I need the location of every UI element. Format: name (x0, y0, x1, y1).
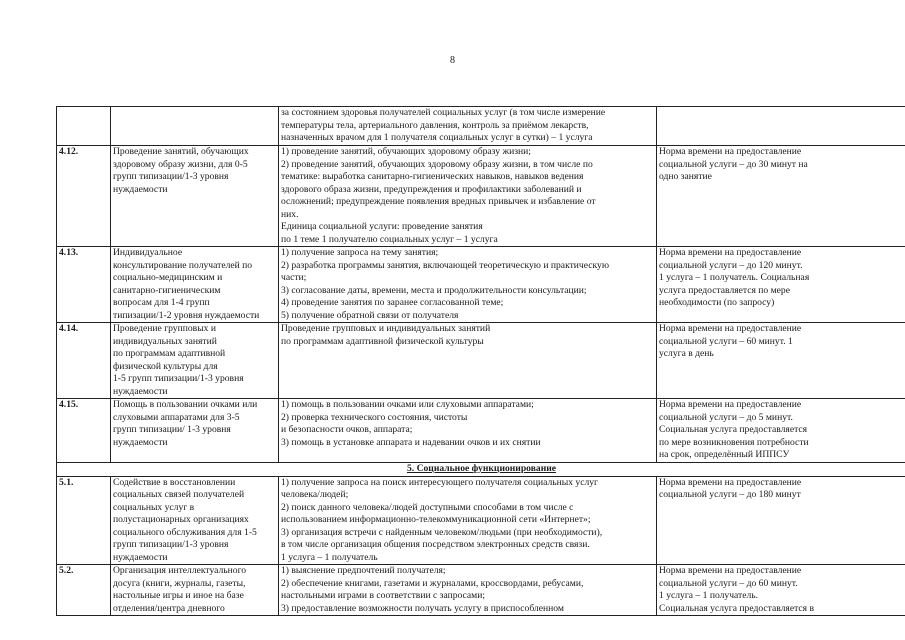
service-name-cell (111, 399, 279, 463)
time-norm-line: необходимости (по запросу) (659, 297, 775, 308)
service-name-line: здоровому образу жизни, для 0-5 (113, 158, 248, 170)
table-row (57, 247, 905, 323)
services-table (56, 106, 905, 616)
time-norm-line: социальной услуги – до 5 минут. (659, 411, 793, 423)
service-name-line: социально-медицинским и (113, 272, 223, 283)
time-norm-line: Норма времени на предоставление (659, 565, 802, 576)
service-description-cell (279, 247, 657, 323)
description-line: 5) получение обратной связи от получателя (281, 309, 459, 321)
description-line: 3) предоставление возможности получать услугу в приспособленном (281, 602, 564, 614)
description-line: части; (281, 272, 307, 283)
description-line: температуры тела, артериального давления, контроль за приёмом лекарств, (281, 119, 589, 131)
description-line: по программам адаптивной физической культуры (281, 335, 484, 347)
service-name-line: полустационарных организациях (113, 514, 249, 525)
time-norm-line: 1 услуга – 1 получатель. (659, 590, 759, 601)
service-name-line: типизации/1-2 уровня нуждаемости (113, 309, 260, 321)
description-line: 3) помощь в установке аппарата и надевании очков и их снятии (281, 436, 541, 448)
service-number: 4.13. (57, 247, 111, 323)
time-norm-line: социальной услуги – до 120 минут. (659, 259, 803, 271)
description-line: 2) поиск данного человека/людей доступными способами в том числе с (281, 501, 574, 513)
service-name-line: групп типизации/1-3 уровня (113, 539, 229, 550)
time-norm-line: Норма времени на предоставление (659, 146, 802, 157)
time-norm-line: социальной услуги – до 180 минут (659, 489, 801, 500)
service-name-line: досуга (книги, журналы, газеты, (113, 577, 246, 589)
service-number: 5.2. (57, 565, 111, 616)
description-line: 4) проведение занятия по заранее согласованной теме; (281, 297, 504, 308)
description-line: человека/людей; (281, 489, 349, 500)
service-name-line: санитарно-гигиеническим (113, 284, 221, 296)
service-name-line: Индивидуальное (113, 247, 183, 258)
description-line: и безопасности очков, аппарата; (281, 424, 413, 435)
description-line: 2) разработка программы занятия, включающей теоретическую и практическую (281, 259, 609, 271)
description-line: них. (281, 208, 299, 220)
service-name-line: настольные игры и иное на базе (113, 590, 244, 601)
table-row (57, 146, 905, 247)
time-norm-line: по мере возникновения потребности (659, 436, 809, 448)
service-name-line: Проведение групповых и (113, 323, 216, 334)
time-norm-cell (657, 247, 905, 323)
description-line: здорового образа жизни, предупреждения и профилактики заболеваний и (281, 183, 582, 195)
service-name-cell (111, 476, 279, 565)
description-line: 1) получение запроса на поиск интересующего получателя социальных услуг (281, 476, 598, 488)
table-row (57, 476, 905, 565)
service-name-line: отделения/центра дневного (113, 602, 225, 614)
time-norm-line: социальной услуги – 60 минут. 1 (659, 335, 793, 347)
description-line: 2) проведение занятий, обучающих здоровому образу жизни, в том числе по (281, 158, 593, 170)
service-name-cell (111, 107, 279, 146)
service-description-cell (279, 323, 657, 399)
service-name-line: групп типизации/1-3 уровня (113, 171, 229, 182)
time-norm-cell (657, 476, 905, 565)
description-line: 1) помощь в пользовании очками или слуховыми аппаратами; (281, 399, 534, 410)
description-line: настольными играми в соответствии с запросами; (281, 590, 486, 601)
table-row (57, 565, 905, 616)
service-number: 4.14. (57, 323, 111, 399)
description-line: тематике: выработка санитарно-гигиенических навыков, навыков ведения (281, 171, 584, 182)
time-norm-line: услуга предоставляется по мере (659, 284, 790, 296)
time-norm-line: социальной услуги – до 60 минут. (659, 577, 798, 589)
page-number: 8 (450, 55, 455, 66)
service-name-line: слуховыми аппаратами для 3-5 (113, 411, 240, 423)
description-line: 2) проверка технического состояния, чистоты (281, 411, 468, 423)
service-description-cell (279, 399, 657, 463)
table-row (57, 399, 905, 463)
section-row (57, 463, 905, 477)
description-line: 1 услуга – 1 получатель (281, 551, 378, 563)
time-norm-cell (657, 399, 905, 463)
time-norm-line: Норма времени на предоставление (659, 247, 802, 258)
description-line: использованием информационно-телекоммуникационной сети «Интернет»; (281, 514, 591, 525)
description-line: Проведение групповых и индивидуальных занятий (281, 323, 491, 334)
description-line: за состоянием здоровья получателей социальных услуг (в том числе измерение (281, 107, 606, 118)
service-name-line: консультирование получателей по (113, 259, 253, 271)
section-heading: 5. Социальное функционирование (57, 463, 905, 477)
service-number: 5.1. (57, 476, 111, 565)
service-name-line: по программам адаптивной (113, 348, 226, 359)
description-line: в том числе организация общения посредством электронных средств связи. (281, 539, 590, 550)
service-name-line: нуждаемости (113, 385, 168, 397)
number-cell (57, 107, 111, 146)
table-row (57, 107, 905, 146)
service-name-line: Проведение занятий, обучающих (113, 146, 249, 157)
service-number: 4.12. (57, 146, 111, 247)
table-row (57, 323, 905, 399)
description-line: Единица социальной услуги: проведение занятия (281, 221, 483, 232)
description-line: назначенных врачом для 1 получателя социальных услуг в сутки) – 1 услуга (281, 132, 593, 143)
time-norm-line: на срок, определённый ИППСУ (659, 449, 790, 460)
description-line: 1) получение запроса на тему занятия; (281, 247, 439, 258)
service-name-line: групп типизации/ 1-3 уровня (113, 424, 231, 435)
service-name-line: социального обслуживания для 1-5 (113, 526, 257, 538)
description-line: осложнений; предупреждение появления вредных привычек и избавление от (281, 196, 596, 207)
time-norm-cell (657, 107, 905, 146)
service-name-cell (111, 323, 279, 399)
service-name-line: Содействие в восстановлении (113, 476, 236, 488)
service-name-cell (111, 146, 279, 247)
description-line: 3) согласование даты, времени, места и продолжительности консультации; (281, 284, 587, 296)
service-name-line: социальных услуг в (113, 501, 195, 513)
description-line: 1) выяснение предпочтений получателя; (281, 565, 446, 576)
time-norm-line: услуга в день (659, 348, 714, 359)
description-line: 1) проведение занятий, обучающих здоровому образу жизни; (281, 146, 531, 157)
description-line: по 1 теме 1 получателю социальных услуг – 1 услуга (281, 233, 498, 245)
service-name-line: 1-5 групп типизации/1-3 уровня (113, 373, 244, 384)
description-line: 2) обеспечение книгами, газетами и журналами, кроссвордами, ребусами, (281, 577, 584, 589)
service-name-line: Помощь в пользовании очками или (113, 399, 258, 410)
service-name-line: Организация интеллектуального (113, 565, 247, 576)
service-name-line: нуждаемости (113, 551, 168, 563)
service-name-line: вопросам для 1-4 групп (113, 297, 210, 308)
time-norm-line: Норма времени на предоставление (659, 399, 802, 410)
service-name-line: нуждаемости (113, 183, 168, 195)
service-description-cell (279, 476, 657, 565)
service-name-line: нуждаемости (113, 436, 168, 448)
service-description-cell (279, 565, 657, 616)
time-norm-cell (657, 565, 905, 616)
service-description-cell (279, 107, 657, 146)
service-description-cell (279, 146, 657, 247)
time-norm-line: Социальная услуга предоставляется в (659, 602, 814, 614)
service-name-cell (111, 565, 279, 616)
service-name-line: физической культуры для (113, 360, 218, 372)
time-norm-cell (657, 323, 905, 399)
description-line: 3) организация встречи с найденным человеком/людьми (при необходимости), (281, 526, 603, 538)
time-norm-line: одно занятие (659, 171, 712, 182)
service-name-cell (111, 247, 279, 323)
service-name-line: социальных связей получателей (113, 489, 245, 500)
time-norm-line: Норма времени на предоставление (659, 476, 802, 488)
time-norm-line: 1 услуга – 1 получатель. Социальная (659, 272, 810, 283)
service-name-line: индивидуальных занятий (113, 335, 217, 347)
time-norm-cell (657, 146, 905, 247)
service-number: 4.15. (57, 399, 111, 463)
time-norm-line: Норма времени на предоставление (659, 323, 802, 334)
time-norm-line: Социальная услуга предоставляется (659, 424, 808, 435)
time-norm-line: социальной услуги – до 30 минут на (659, 158, 808, 170)
